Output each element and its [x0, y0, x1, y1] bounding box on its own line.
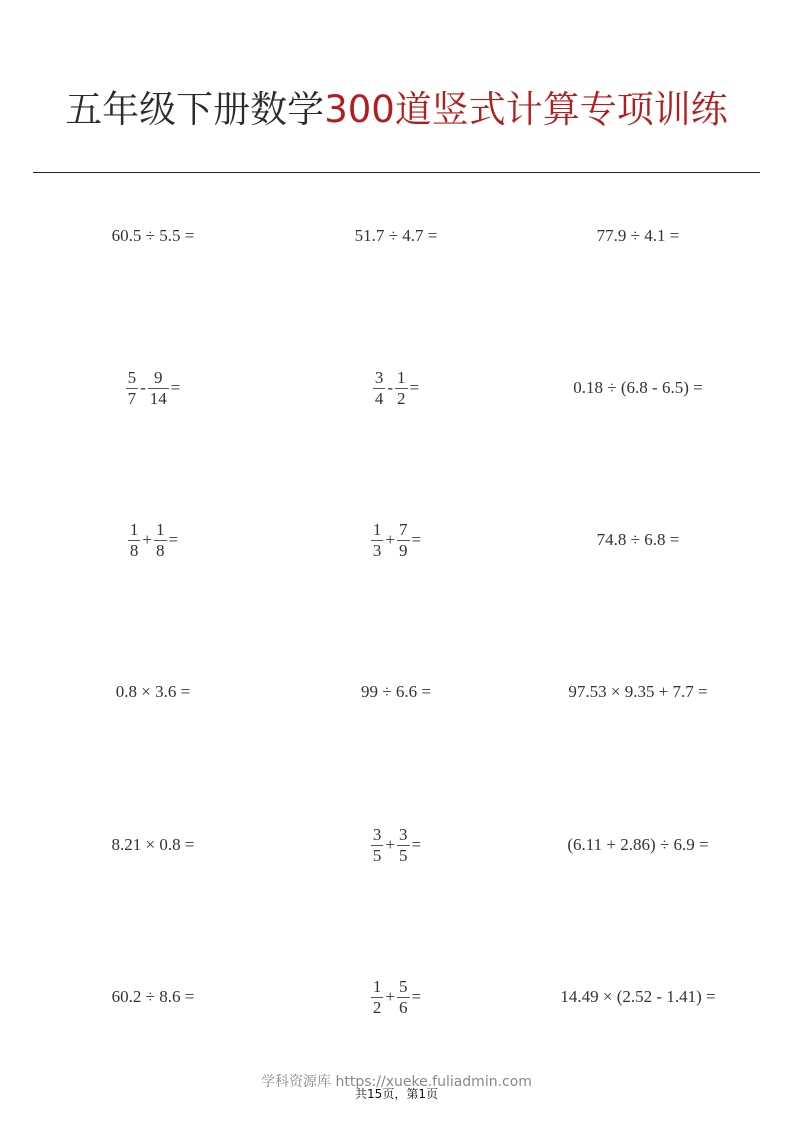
fraction-numerator: 3 — [399, 824, 408, 844]
problem-text: 14.49 × (2.52 - 1.41) = — [560, 987, 716, 1006]
problem-r2-c3 — [508, 358, 768, 418]
fraction-numerator: 3 — [374, 367, 384, 387]
fraction-b — [397, 825, 410, 866]
equals-sign: = — [409, 378, 420, 397]
operator: - — [387, 378, 394, 397]
page-title — [0, 82, 793, 138]
problem-r6-c1 — [23, 967, 283, 1027]
problem-text: 60.2 ÷ 8.6 = — [111, 987, 195, 1006]
fraction-denominator: 2 — [372, 997, 382, 1017]
fraction-a — [128, 520, 141, 561]
fraction-b — [397, 977, 410, 1018]
problem-r6-c2 — [266, 967, 526, 1027]
problem-text: 0.18 ÷ (6.8 - 6.5) = — [573, 378, 703, 397]
problem-r5-c1 — [23, 815, 283, 875]
fraction-denominator: 7 — [127, 388, 137, 408]
fraction-b — [154, 520, 167, 561]
fraction-numerator: 3 — [372, 824, 382, 844]
fraction-numerator: 1 — [372, 976, 382, 996]
equals-sign: = — [411, 987, 422, 1006]
fraction-numerator: 9 — [154, 367, 163, 387]
fraction-denominator: 6 — [399, 997, 408, 1017]
problem-text: 0.8 × 3.6 = — [115, 682, 191, 701]
fraction-b — [148, 368, 169, 409]
page-number: 共15页，第1页 — [355, 1087, 438, 1101]
operator: + — [142, 530, 152, 549]
title-red-part: 300道竖式计算专项训练 — [324, 88, 728, 131]
fraction-denominator: 3 — [372, 540, 382, 560]
problem-text: 97.53 × 9.35 + 7.7 = — [568, 682, 708, 701]
fraction-numerator: 1 — [156, 519, 165, 539]
fraction-denominator: 2 — [397, 388, 406, 408]
fraction-numerator: 1 — [129, 519, 139, 539]
fraction-b — [397, 520, 410, 561]
fraction-a — [371, 520, 384, 561]
problem-r6-c3 — [508, 967, 768, 1027]
operator: + — [385, 835, 395, 854]
fraction-numerator: 7 — [399, 519, 408, 539]
equals-sign: = — [168, 530, 179, 549]
problem-r1-c1 — [23, 206, 283, 266]
problem-r1-c3 — [508, 206, 768, 266]
fraction-numerator: 5 — [127, 367, 137, 387]
fraction-b — [395, 368, 408, 409]
fraction-a — [126, 368, 139, 409]
problem-r5-c2 — [266, 815, 526, 875]
problem-r4-c1 — [23, 662, 283, 722]
fraction-denominator: 14 — [149, 388, 167, 408]
footer-source-link: 学科资源库 https://xueke.fuliadmin.com — [261, 1074, 532, 1090]
fraction-denominator: 8 — [129, 540, 139, 560]
problem-r4-c3 — [508, 662, 768, 722]
operator: + — [385, 987, 395, 1006]
problem-r3-c1 — [23, 510, 283, 570]
problem-text: 51.7 ÷ 4.7 = — [354, 226, 438, 245]
equals-sign: = — [170, 378, 181, 397]
fraction-a — [371, 825, 384, 866]
fraction-denominator: 8 — [156, 540, 165, 560]
fraction-denominator: 5 — [372, 845, 382, 865]
fraction-numerator: 1 — [372, 519, 382, 539]
problem-text: (6.11 + 2.86) ÷ 6.9 = — [567, 835, 709, 854]
problem-text: 60.5 ÷ 5.5 = — [111, 226, 195, 245]
problem-r3-c2 — [266, 510, 526, 570]
problem-text: 8.21 × 0.8 = — [111, 835, 195, 854]
title-divider — [33, 172, 760, 173]
title-dark-part: 五年级下册数学 — [65, 88, 325, 131]
equals-sign: = — [411, 530, 422, 549]
fraction-numerator: 1 — [397, 367, 406, 387]
problem-r5-c3 — [508, 815, 768, 875]
fraction-numerator: 5 — [399, 976, 408, 996]
problem-text: 99 ÷ 6.6 = — [361, 682, 431, 701]
fraction-denominator: 9 — [399, 540, 408, 560]
operator: - — [140, 378, 146, 397]
problem-text: 77.9 ÷ 4.1 = — [596, 226, 680, 245]
problem-r3-c3 — [508, 510, 768, 570]
fraction-a — [373, 368, 386, 409]
fraction-denominator: 5 — [399, 845, 408, 865]
operator: + — [385, 530, 395, 549]
fraction-denominator: 4 — [374, 388, 384, 408]
problem-text: 74.8 ÷ 6.8 = — [596, 530, 680, 549]
problem-r4-c2 — [266, 662, 526, 722]
problem-r1-c2 — [266, 206, 526, 266]
problem-r2-c2 — [266, 358, 526, 418]
equals-sign: = — [411, 835, 422, 854]
fraction-a — [371, 977, 384, 1018]
problem-r2-c1 — [23, 358, 283, 418]
